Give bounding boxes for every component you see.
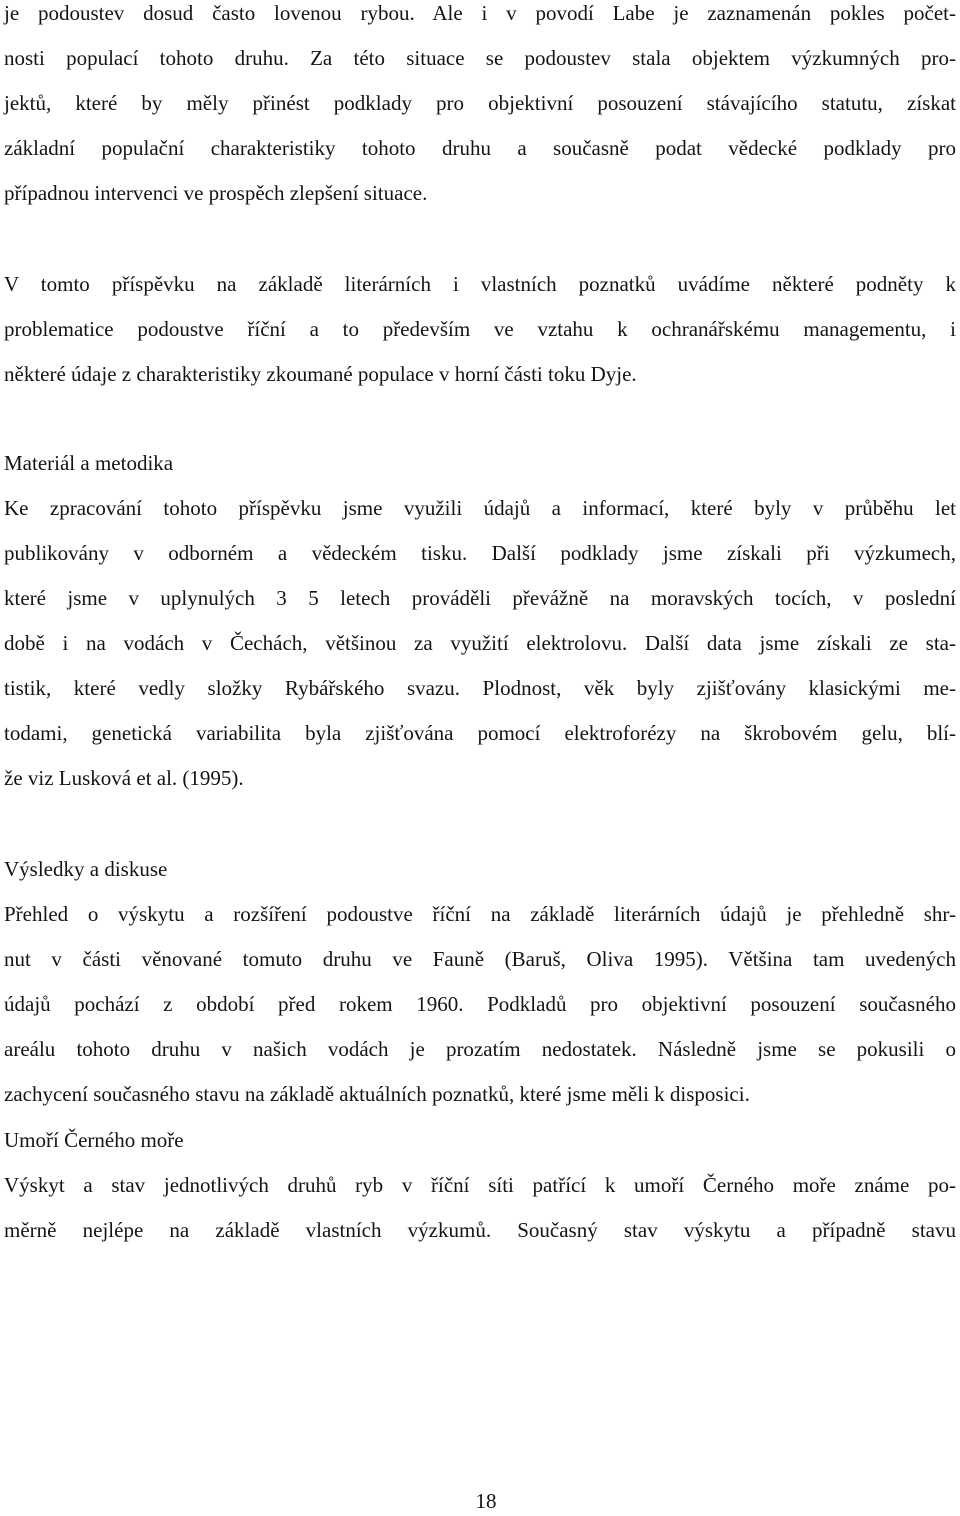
text-line: Výskyt a stav jednotlivých druhů ryb v říční síti patřící k umoří Černého moře známe po- (4, 1173, 956, 1197)
methods-section (4, 441, 956, 801)
text-line: todami, genetická variabilita byla zjišťována pomocí elektroforézy na škrobovém gelu, blí- (4, 721, 956, 745)
section-heading: Umoří Černého moře (4, 1128, 184, 1152)
text-line: areálu tohoto druhu v našich vodách je prozatím nedostatek. Následně jsme se pokusili o (4, 1037, 956, 1061)
text-line: měrně nejlépe na základě vlastních výzkumů. Současný stav výskytu a případně stavu (4, 1218, 956, 1242)
text-line: které jsme v uplynulých 3 5 letech prováděli převážně na moravských tocích, v poslední (4, 586, 956, 610)
text-line: V tomto příspěvku na základě literárních i vlastních poznatků uvádíme některé podněty k (4, 272, 956, 296)
text-line: Přehled o výskytu a rozšíření podoustve říční na základě literárních údajů je přehledně shr- (4, 902, 956, 926)
text-line: nut v části věnované tomuto druhu ve Fauně (Baruš, Oliva 1995). Většina tam uvedených (4, 947, 956, 971)
intro-paragraph (4, 0, 956, 216)
text-line: případnou intervenci ve prospěch zlepšení situace. (4, 181, 428, 205)
text-line: tistik, které vedly složky Rybářského svazu. Plodnost, věk byly zjišťovány klasickými me- (4, 676, 956, 700)
black-sea-section (4, 1118, 956, 1253)
section-heading: Výsledky a diskuse (4, 857, 168, 881)
page-number: 18 (475, 1489, 497, 1513)
text-line: nosti populací tohoto druhu. Za této situace se podoustev stala objektem výzkumných pro- (4, 46, 956, 70)
results-section (4, 847, 956, 1117)
text-line: že viz Lusková et al. (1995). (4, 766, 244, 790)
contribution-paragraph (4, 262, 956, 397)
text-line: publikovány v odborném a vědeckém tisku. Další podklady jsme získali při výzkumech, (4, 541, 956, 565)
text-line: Ke zpracování tohoto příspěvku jsme využili údajů a informací, které byly v průběhu let (4, 496, 956, 520)
text-line: problematice podoustve říční a to především ve vztahu k ochranářskému managementu, i (4, 317, 956, 341)
text-line: některé údaje z charakteristiky zkoumané populace v horní části toku Dyje. (4, 362, 637, 386)
text-line: údajů pochází z období před rokem 1960. Podkladů pro objektivní posouzení současného (4, 992, 956, 1016)
text-line: jektů, které by měly přinést podklady pro objektivní posouzení stávajícího statutu, získat (4, 91, 956, 115)
section-heading: Materiál a metodika (4, 451, 174, 475)
text-line: době i na vodách v Čechách, většinou za využití elektrolovu. Další data jsme získali ze sta- (4, 631, 956, 655)
text-line: základní populační charakteristiky tohoto druhu a současně podat vědecké podklady pro (4, 136, 956, 160)
text-line: je podoustev dosud často lovenou rybou. Ale i v povodí Labe je zaznamenán pokles počet- (4, 1, 956, 25)
text-line: zachycení současného stavu na základě aktuálních poznatků, které jsme měli k disposici. (4, 1082, 750, 1106)
